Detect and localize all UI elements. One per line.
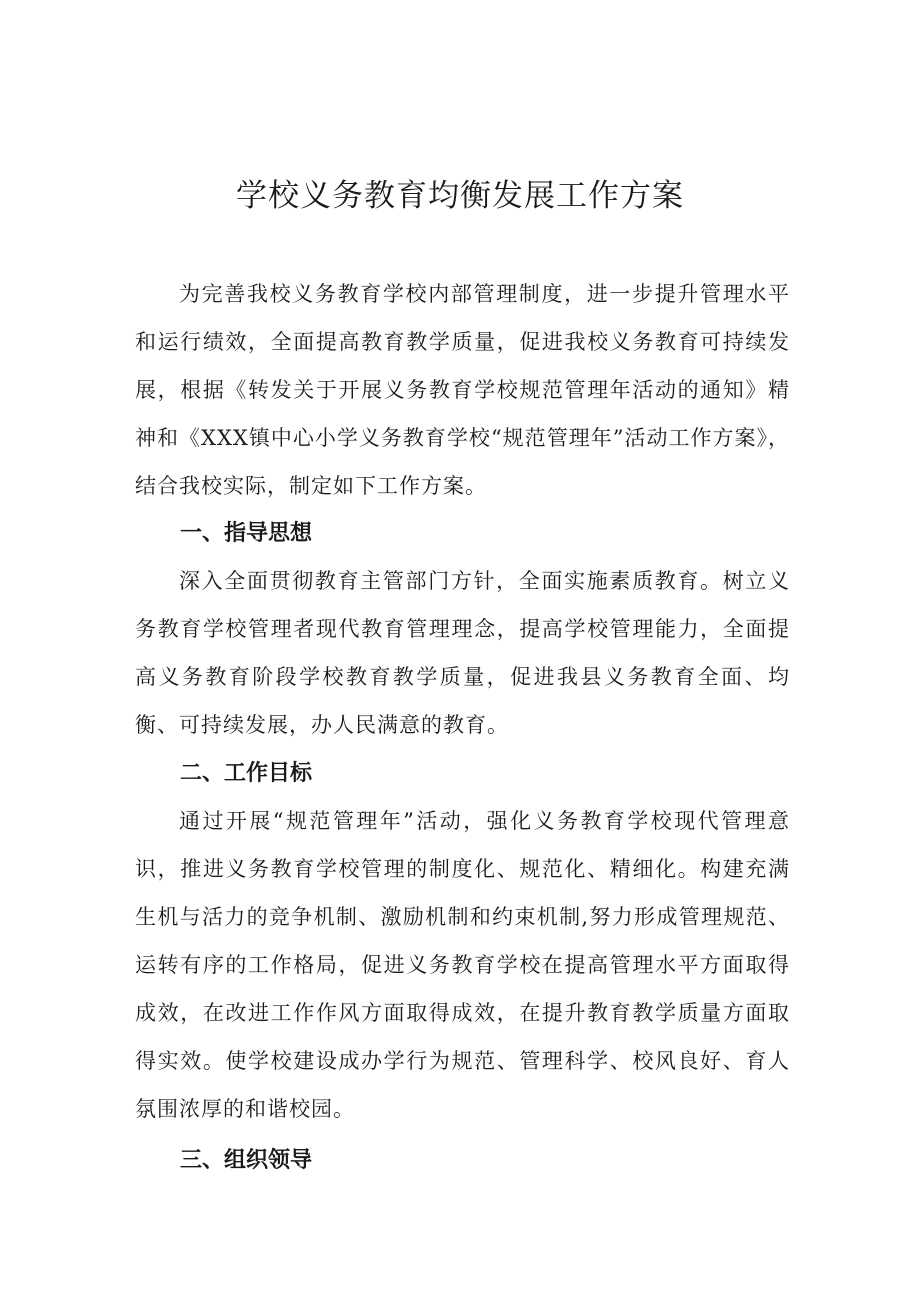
section-heading-guiding-ideology: 一、指导思想: [180, 521, 313, 546]
section-heading-work-goals: 二、工作目标: [180, 761, 313, 786]
document-title: 学校义务教育均衡发展工作方案: [236, 178, 684, 214]
intro-paragraph: 为完善我校义务教育学校内部管理制度，进一步提升管理水平和运行绩效，全面提高教育教学质量，促进我校义务教育可持续发展，根据《转发关于开展义务教育学校规范管理年活动的通知》精神和《XXX镇中心小学义务教育学校“规范管理年”活动工作方案》，结合我校实际，制定如下工作方案。: [135, 282, 790, 498]
section-heading-organization-leadership: 三、组织领导: [180, 1148, 313, 1173]
section-paragraph-work-goals: 通过开展“规范管理年”活动，强化义务教育学校现代管理意识，推进义务教育学校管理的制度化、规范化、精细化。构建充满生机与活力的竞争机制、激励机制和约束机制,努力形成管理规范、运转有序的工作格局，促进义务教育学校在提高管理水平方面取得成效，在改进工作作风方面取得成效，在提升教育教学质量方面取得实效。使学校建设成办学行为规范、管理科学、校风良好、育人氛围浓厚的和谐校园。: [135, 809, 790, 1121]
section-paragraph-guiding-ideology: 深入全面贯彻教育主管部门方针，全面实施素质教育。树立义务教育学校管理者现代教育管理理念，提高学校管理能力，全面提高义务教育阶段学校教育教学质量，促进我县义务教育全面、均衡、可持续发展，办人民满意的教育。: [135, 569, 790, 737]
